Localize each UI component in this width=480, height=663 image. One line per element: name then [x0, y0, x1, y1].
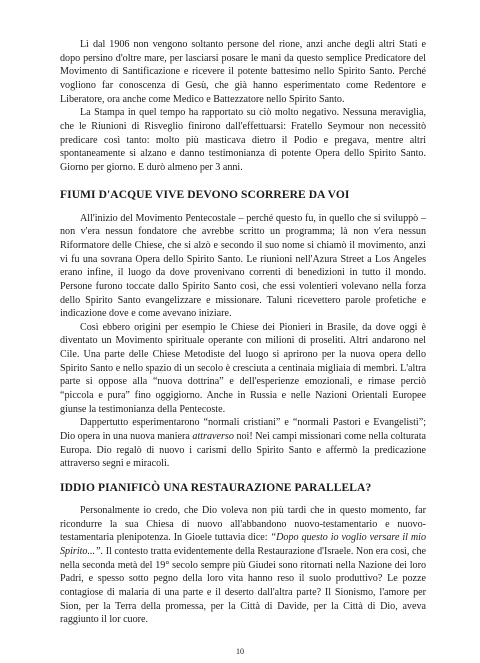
attraverso-emphasis: attraverso — [192, 431, 234, 443]
personalmente-text: Personalmente io credo, che Dio voleva non più tardi che in questo momento, far ricondurre la sua Chiesa di nuovo all'abbandono nuovo-testamentario e nuovo-testamentaria plenipotenza. In Gioele tuttavia dice: — [60, 505, 426, 544]
gioele-quote: “Dopo questo io voglio versare il mio Spirito...”. — [60, 532, 427, 557]
paragraph-inizio-movimento: All'inizio del Movimento Pentecostale – perché questo fu, in quello che si sviluppò – non v'era nessun fondatore che avrebbe scritto un programma; là non v'era nessun Riformatore delle Chiese, che si alzò e secondo il suo nome si chiamò il movimento, anzi vi fu una sovrana Opera dello Spirito Santo. Le riunioni nell'Azura Street a Los Angeles erano infine, il luogo da dove provenivano correnti di benedizioni in tutto il mondo. Persone furono toccate dallo Spirito Santo così, che essi volentieri volevano nella forza dello Spirito Santo evangelizzare e missionare. Taluni ricevettero parole profetiche e indicazione dove e come avevano iniziare. — [60, 212, 426, 320]
paragraph-1906: Lì dal 1906 non vengono soltanto persone del rione, anzi anche degli altri Stati e dopo persino d'oltre mare, per lasciarsi posare le mani da questo semplice Predicatore del Movimento di Santificazione e ricevere il potente battesimo nello Spirito Santo. Perché vogliono far conoscenza di Gesù, che già hanno esperimentato come Redentore e Liberatore, ora anche come Medico e Battezzatore nello Spirito Santo. — [60, 39, 426, 105]
paragraph-stampa: La Stampa in quel tempo ha rapportato su ciò molto negativo. Nessuna meraviglia, che le Riunioni di Risveglio finirono dall'effettuarsi: Fratello Seymour non necessitò predicare così tanto: molto più masticava dietro il Podio e pregava, mentre altri spontaneamente si alzano e danno testimonianza di potente Opera dello Spirito Santo. Giorno per giorno. E durò almeno per 3 anni. — [60, 107, 426, 173]
page-number: 10 — [236, 647, 244, 656]
section-heading-iddio: IDDIO PIANIFICÒ UNA RESTAURAZIONE PARALLELA? — [60, 482, 372, 495]
paragraph-brasile: Così ebbero origini per esempio le Chiese dei Pionieri in Brasile, da dove oggi è diventato un Movimento spirituale operante con milioni di proseliti. Altri andarono nel Cile. Una parte delle Chiese Metodiste del luogo si aprirono per la nuova opera dello Spirito Santo e nello spazio di un secolo è cresciuta a centinaia migliaia di membri. L'altra parte si oppose alla “nuova dottrina” e dell'esperienze emozionali, e rimase perciò “piccola e pura” fino oggigiorno. Anche in Russia e nelle Nazioni Orientali Europee giunse la testimonianza della Pentecoste. — [60, 321, 426, 415]
paragraph-personalmente — [60, 504, 426, 627]
dappertutto-text: Dappertutto esperimentarono “normali cristiani” e “normali Pastori e Evangelisti”; Dio opera in una nuova maniera — [60, 417, 426, 443]
paragraph-dappertutto — [60, 416, 426, 471]
page-content — [60, 38, 426, 627]
dappertutto-text-end: noi! Nei campi missionari come nella colturata Europa. Dio regalò di nuovo i carismi dello Spirito Santo e affermò la predicazione attraverso segni e miracoli. — [60, 431, 426, 470]
section-heading-fiumi: FIUMI D'ACQUE VIVE DEVONO SCORRERE DA VOI — [60, 188, 350, 201]
personalmente-text-end: Il contesto tratta evidentemente della Restaurazione d'Israele. Non era così, che nella seconda metà del 19° secolo sempre più Giudei sono ritornati nella Nazione dei loro Padri, e spesso sotto pegno della loro vita hanno reso il suolo produttivo? Le pozze contagiose di malaria di una parte e il deserto dall'altra parte? Il Sionismo, l'amore per Sion, per la Terra della promessa, per la Città di Davide, per la Città di Dio, aveva raggiunto il lor cuore. — [60, 546, 426, 626]
